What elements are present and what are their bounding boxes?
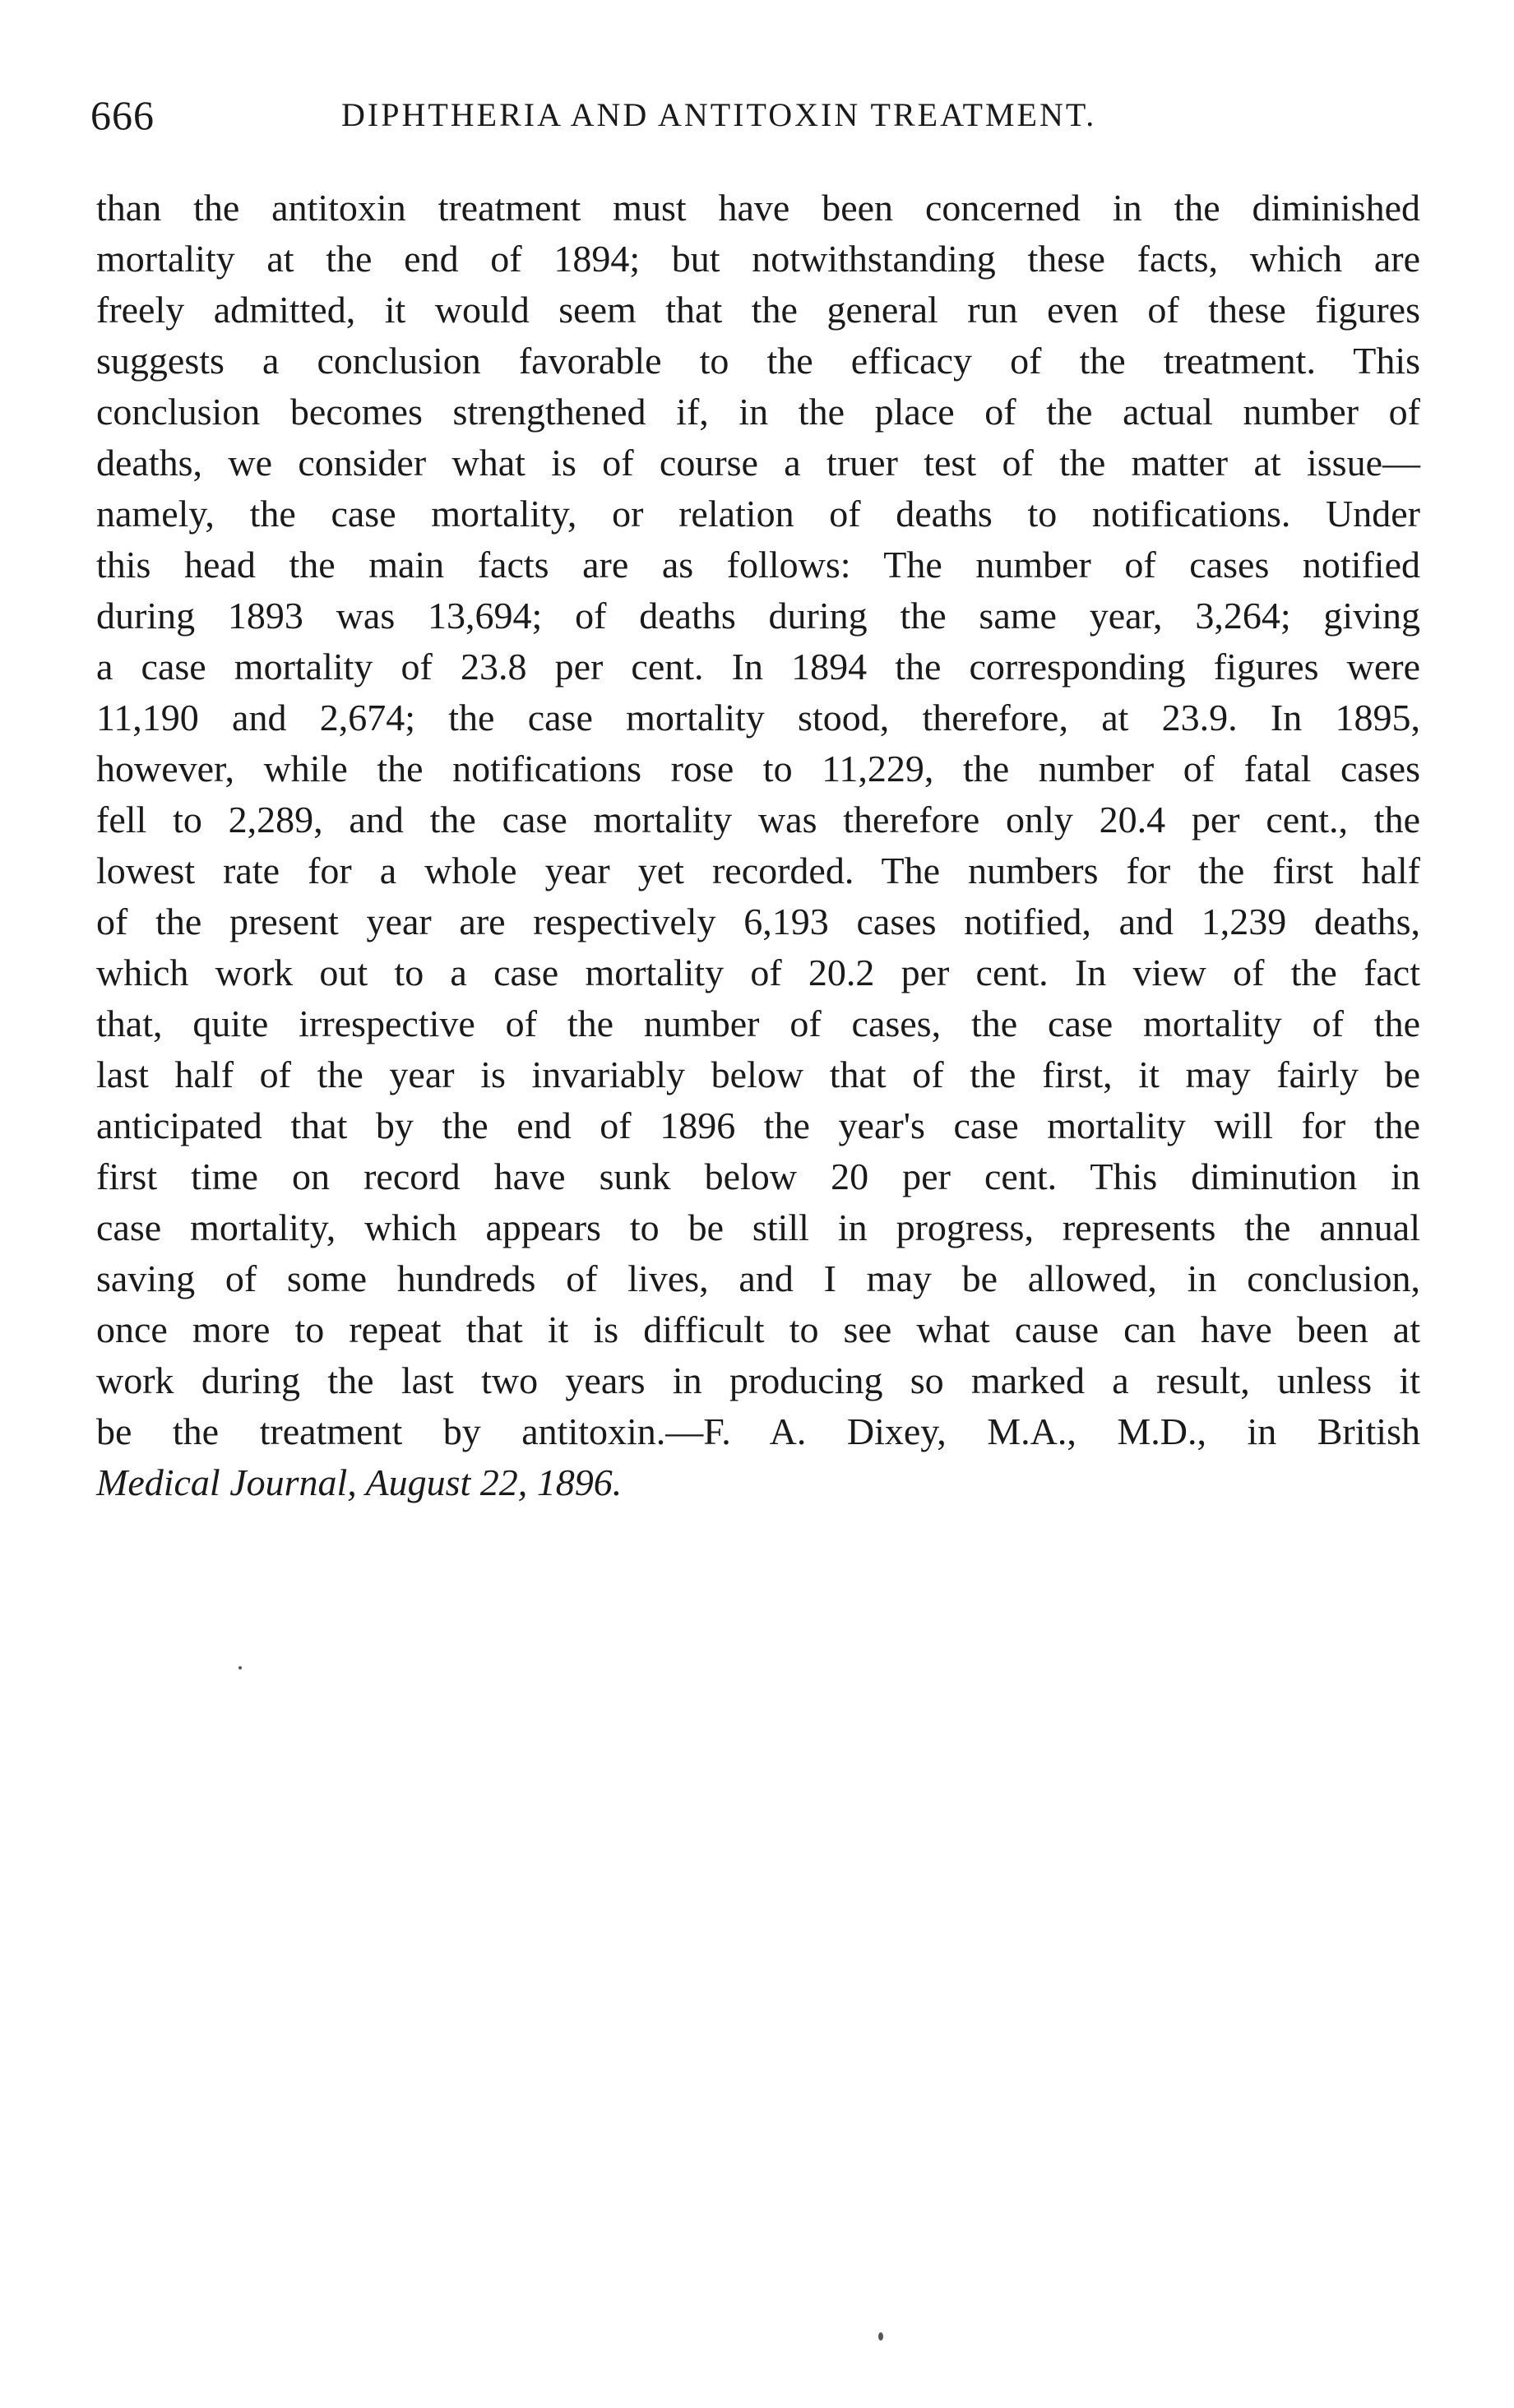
text-line: case mortality, which appears to be still in progress, represents the annual [96, 1206, 1420, 1248]
text-line: namely, the case mortality, or relation of deaths to notifications. Under [96, 493, 1420, 535]
text-line: conclusion becomes strengthened if, in the place of the actual number of [96, 391, 1420, 433]
text-line: first time on record have sunk below 20 per cent. This diminution in [96, 1155, 1420, 1197]
page-number: 666 [90, 92, 155, 138]
text-line: that, quite irrespective of the number of cases, the case mortality of the [96, 1003, 1420, 1044]
text-line: be the treatment by antitoxin.—F. A. Dixey, M.A., M.D., in British [96, 1410, 1420, 1452]
text-line: deaths, we consider what is of course a truer test of the matter at issue— [96, 442, 1420, 484]
body-paragraph [96, 183, 1420, 1508]
text-line: of the present year are respectively 6,193 cases notified, and 1,239 deaths, [96, 901, 1420, 942]
text-line: anticipated that by the end of 1896 the year's case mortality will for the [96, 1104, 1420, 1146]
text-line: mortality at the end of 1894; but notwithstanding these facts, which are [96, 238, 1420, 280]
text-line: freely admitted, it would seem that the general run even of these figures [96, 289, 1420, 331]
text-line: fell to 2,289, and the case mortality was therefore only 20.4 per cent., the [96, 799, 1420, 840]
text-line: suggests a conclusion favorable to the efficacy of the treatment. This [96, 340, 1420, 382]
text-line: 11,190 and 2,674; the case mortality stood, therefore, at 23.9. In 1895, [96, 697, 1420, 739]
text-line: once more to repeat that it is difficult to see what cause can have been at [96, 1308, 1420, 1350]
text-line: last half of the year is invariably below that of the first, it may fairly be [96, 1054, 1420, 1095]
text-line: however, while the notifications rose to 11,229, the number of fatal cases [96, 748, 1420, 790]
running-title: DIPHTHERIA AND ANTITOXIN TREATMENT. [341, 96, 1097, 133]
text-line: lowest rate for a whole year yet recorded. The numbers for the first half [96, 850, 1420, 891]
text-line: work during the last two years in producing so marked a result, unless it [96, 1359, 1420, 1401]
text-line: during 1893 was 13,694; of deaths during the same year, 3,264; giving [96, 595, 1420, 637]
scan-speck [238, 1666, 242, 1669]
page-header [90, 82, 1447, 148]
text-line: this head the main facts are as follows: The number of cases notified [96, 544, 1420, 586]
scan-speck [878, 2332, 883, 2341]
text-line: saving of some hundreds of lives, and I may be allowed, in conclusion, [96, 1257, 1420, 1299]
text-line: which work out to a case mortality of 20.2 per cent. In view of the fact [96, 952, 1420, 993]
text-line: a case mortality of 23.8 per cent. In 1894 the corresponding figures were [96, 646, 1420, 688]
citation-line: Medical Journal, August 22, 1896. [96, 1461, 623, 1503]
text-line: than the antitoxin treatment must have been concerned in the diminished [96, 187, 1420, 229]
